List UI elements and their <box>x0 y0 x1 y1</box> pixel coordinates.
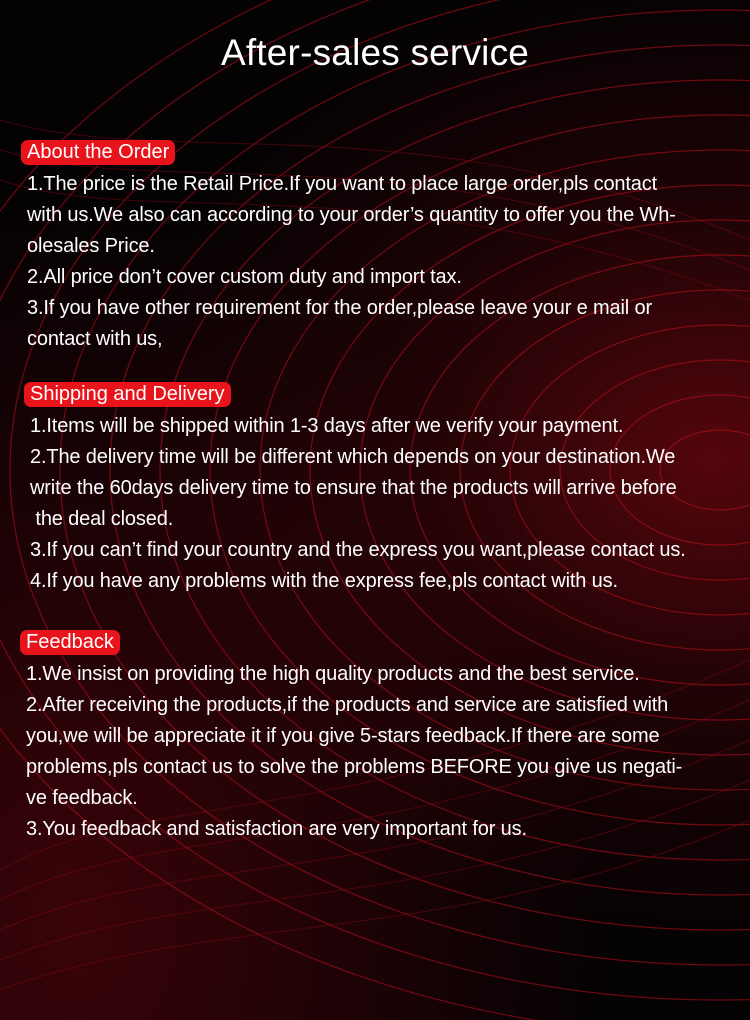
text-line: 2.The delivery time will be different which depends on your destination.We <box>30 446 676 468</box>
text-line: 1.The price is the Retail Price.If you want to place large order,pls contact <box>27 173 658 195</box>
text-line: with us.We also can according to your order’s quantity to offer you the Wh- <box>27 204 676 226</box>
text-line: ve feedback. <box>26 787 138 809</box>
text-line: 3.You feedback and satisfaction are very important for us. <box>26 818 527 840</box>
text-line: olesales Price. <box>27 235 155 257</box>
section-body <box>0 411 750 597</box>
text-line: 3.If you can’t find your country and the express you want,please contact us. <box>30 539 686 561</box>
section-shipping-delivery <box>0 382 750 597</box>
text-line: write the 60days delivery time to ensure that the products will arrive before <box>30 477 677 499</box>
page-title: After-sales service <box>220 32 530 73</box>
section-heading-badge: Shipping and Delivery <box>24 382 231 407</box>
text-line: 3.If you have other requirement for the order,please leave your e mail or <box>27 297 652 319</box>
text-line: 2.All price don’t cover custom duty and import tax. <box>27 266 462 288</box>
text-line: contact with us, <box>27 328 163 350</box>
text-line: the deal closed. <box>30 508 174 530</box>
text-line: you,we will be appreciate it if you give 5-stars feedback.If there are some <box>26 725 660 747</box>
text-line: 4.If you have any problems with the express fee,pls contact with us. <box>30 570 618 592</box>
section-about-order <box>0 140 750 355</box>
text-line: problems,pls contact us to solve the problems BEFORE you give us negati- <box>26 756 683 778</box>
section-heading-badge: About the Order <box>21 140 175 165</box>
text-line: 1.Items will be shipped within 1-3 days after we verify your payment. <box>30 415 624 437</box>
section-heading-badge: Feedback <box>20 630 120 655</box>
section-feedback <box>0 630 750 845</box>
section-body <box>0 169 750 355</box>
text-line: 2.After receiving the products,if the products and service are satisfied with <box>26 694 669 716</box>
text-line: 1.We insist on providing the high quality products and the best service. <box>26 663 640 685</box>
section-body <box>0 659 750 845</box>
